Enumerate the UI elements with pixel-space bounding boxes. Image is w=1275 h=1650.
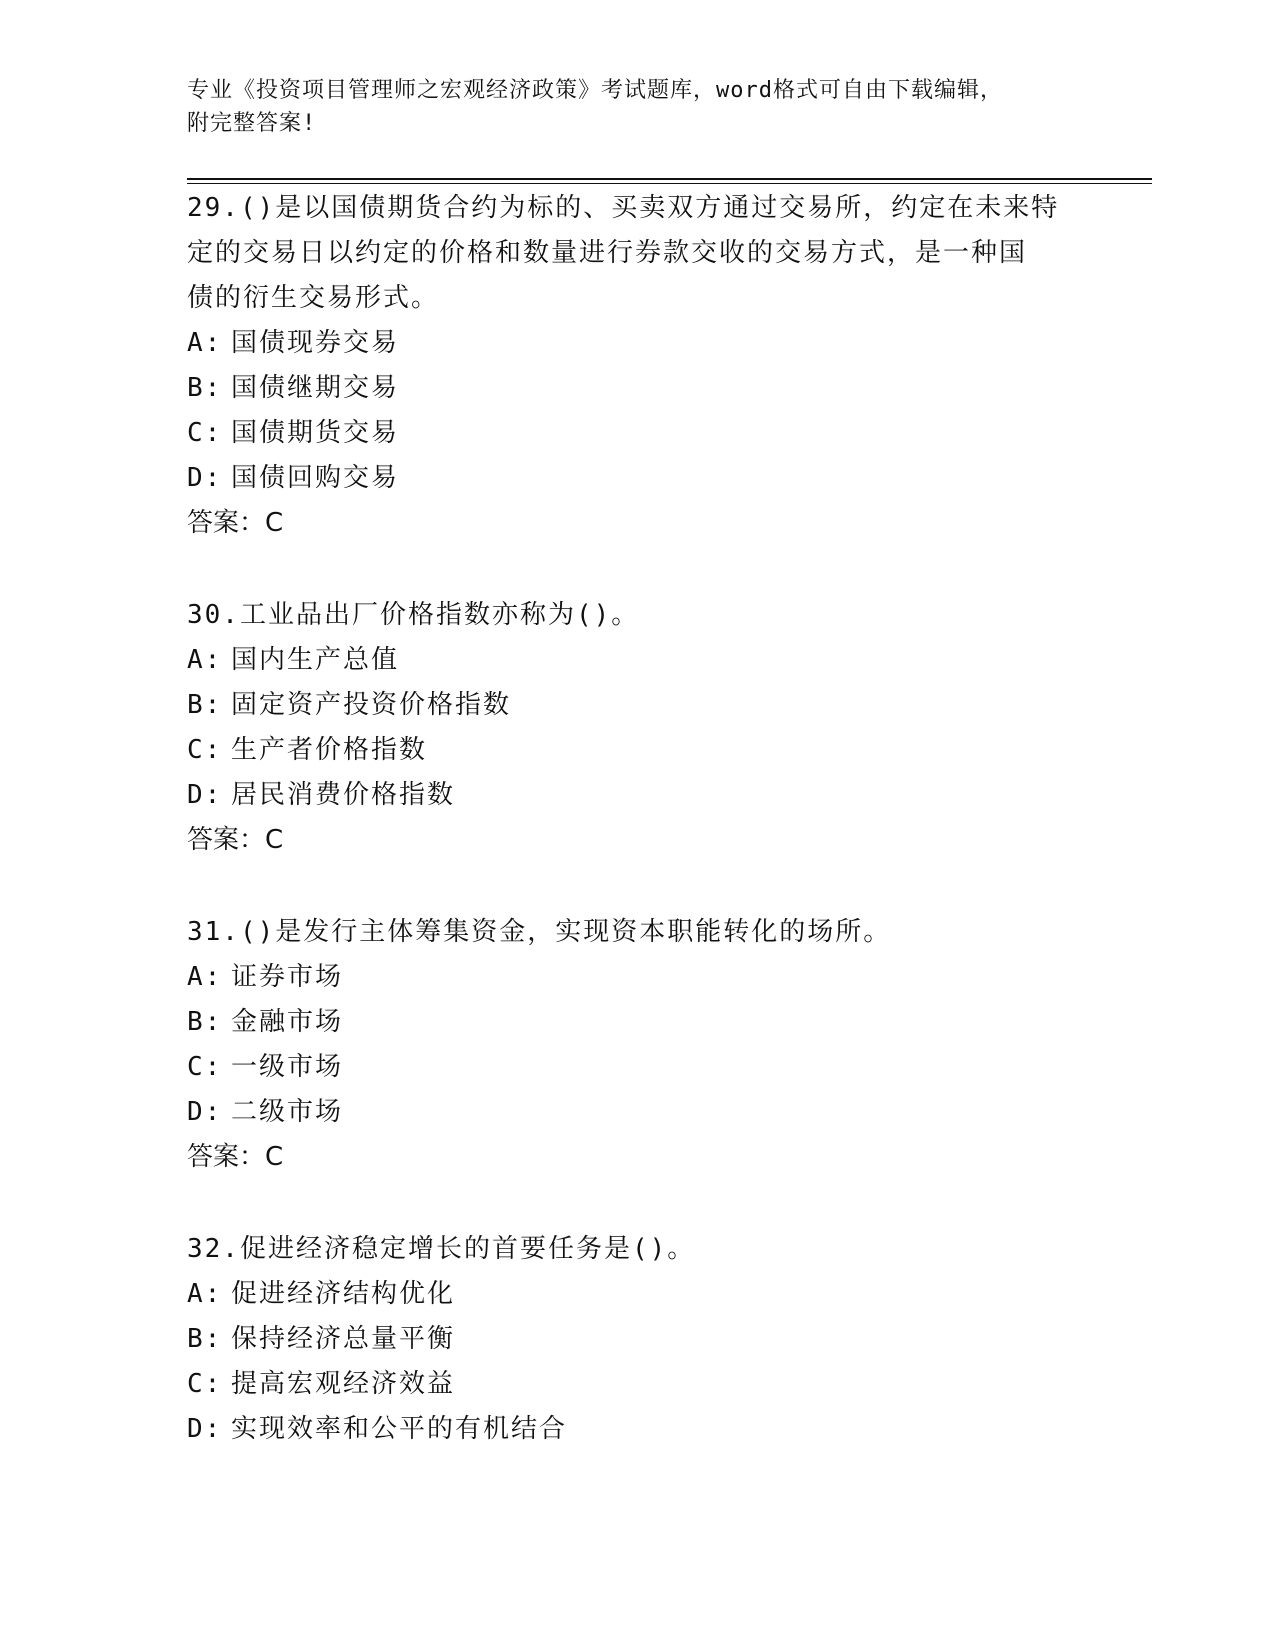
header-divider-thick (187, 178, 1152, 180)
option-key: A: (187, 328, 223, 358)
option-key: A: (187, 962, 223, 992)
option-text: 居民消费价格指数 (231, 780, 456, 810)
question-stem-line: 29.()是以国债期货合约为标的、买卖双方通过交易所，约定在未来特 (187, 193, 1060, 223)
option-text: 二级市场 (231, 1097, 344, 1127)
option-key: D: (187, 1097, 223, 1127)
option-text: 国债回购交易 (231, 463, 400, 493)
option-c (187, 1045, 1087, 1090)
question-stem-line: 30.工业品出厂价格指数亦称为()。 (187, 600, 640, 630)
question-29 (187, 186, 1087, 546)
option-key: B: (187, 690, 223, 720)
option-text: 提高宏观经济效益 (231, 1369, 456, 1399)
option-c (187, 1362, 1087, 1407)
option-d (187, 1407, 1087, 1452)
option-a (187, 321, 1087, 366)
option-key: C: (187, 1052, 223, 1082)
question-30 (187, 593, 1087, 863)
header-line-1: 专业《投资项目管理师之宏观经济政策》考试题库，word格式可自由下载编辑， (187, 78, 1003, 103)
question-stem-line: 定的交易日以约定的价格和数量进行券款交收的交易方式，是一种国 (187, 238, 1028, 268)
option-text: 生产者价格指数 (231, 735, 428, 765)
question-31 (187, 910, 1087, 1180)
option-text: 促进经济结构优化 (231, 1279, 456, 1309)
option-key: A: (187, 645, 223, 675)
option-key: C: (187, 418, 223, 448)
option-d (187, 456, 1087, 501)
option-text: 国债继期交易 (231, 373, 400, 403)
option-key: A: (187, 1279, 223, 1309)
option-key: D: (187, 780, 223, 810)
option-b (187, 366, 1087, 411)
header-line-2: 附完整答案! (187, 111, 317, 136)
option-c (187, 728, 1087, 773)
option-b (187, 1317, 1087, 1362)
option-c (187, 411, 1087, 456)
question-stem-line: 32.促进经济稳定增长的首要任务是()。 (187, 1234, 696, 1264)
option-text: 证券市场 (231, 962, 344, 992)
option-a (187, 638, 1087, 683)
option-b (187, 683, 1087, 728)
option-text: 固定资产投资价格指数 (231, 690, 512, 720)
header-divider-thin (187, 183, 1152, 184)
answer-line: 答案：C (187, 1142, 284, 1172)
option-key: B: (187, 373, 223, 403)
option-text: 国债现券交易 (231, 328, 400, 358)
answer-line: 答案：C (187, 825, 284, 855)
option-text: 国债期货交易 (231, 418, 400, 448)
question-stem-line: 31.()是发行主体筹集资金，实现资本职能转化的场所。 (187, 917, 892, 947)
option-key: B: (187, 1007, 223, 1037)
option-key: D: (187, 1414, 223, 1444)
option-b (187, 1000, 1087, 1045)
option-key: D: (187, 463, 223, 493)
option-text: 保持经济总量平衡 (231, 1324, 456, 1354)
option-text: 国内生产总值 (231, 645, 400, 675)
question-32 (187, 1227, 1087, 1452)
answer-line: 答案：C (187, 508, 284, 538)
question-stem-line: 债的衍生交易形式。 (187, 283, 440, 313)
option-text: 金融市场 (231, 1007, 344, 1037)
option-key: C: (187, 1369, 223, 1399)
option-a (187, 955, 1087, 1000)
option-d (187, 773, 1087, 818)
option-d (187, 1090, 1087, 1135)
document-header (187, 74, 1087, 140)
option-text: 一级市场 (231, 1052, 344, 1082)
option-text: 实现效率和公平的有机结合 (231, 1414, 568, 1444)
option-a (187, 1272, 1087, 1317)
option-key: C: (187, 735, 223, 765)
option-key: B: (187, 1324, 223, 1354)
